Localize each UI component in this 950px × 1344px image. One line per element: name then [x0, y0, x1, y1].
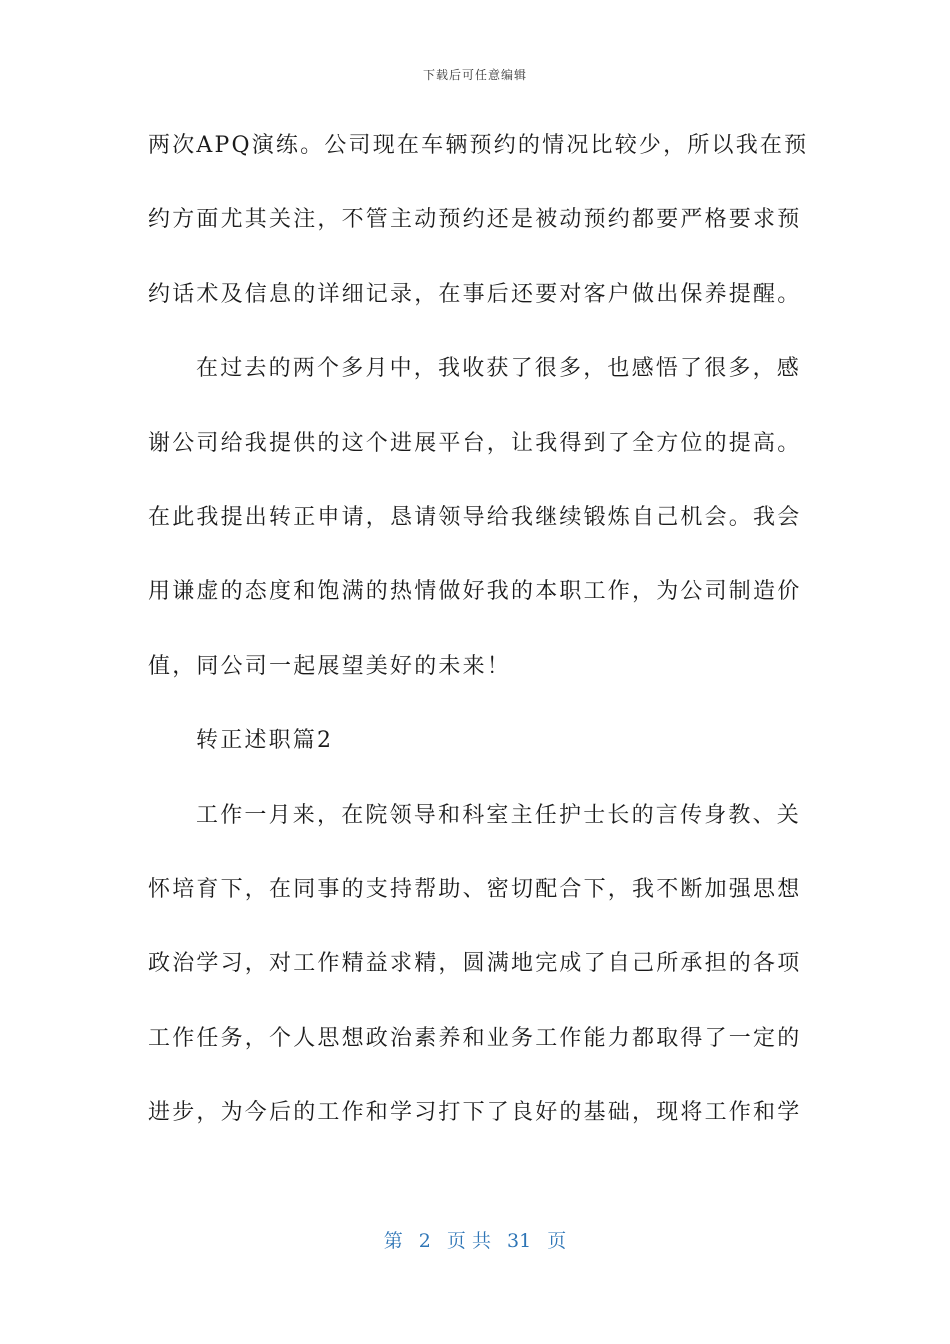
text-line: 谢公司给我提供的这个进展平台，让我得到了全方位的提高。: [148, 430, 802, 456]
page-footer: [0, 1226, 950, 1253]
text-line: 工作任务，个人思想政治素养和业务工作能力都取得了一定的: [148, 1025, 802, 1051]
text-line: 两次APQ演练。公司现在车辆预约的情况比较少，所以我在预: [148, 133, 809, 158]
text-line: 在此我提出转正申请，恳请领导给我继续锻炼自己机会。我会: [148, 504, 802, 530]
text-line: 进步，为今后的工作和学习打下了良好的基础，现将工作和学: [148, 1100, 802, 1126]
page-total: 31: [507, 1230, 532, 1252]
text-line: 政治学习，对工作精益求精，圆满地完成了自己所承担的各项: [148, 951, 802, 977]
footer-middle: 页 共: [446, 1230, 491, 1252]
text-line: 在过去的两个多月中，我收获了很多，也感悟了很多，感: [196, 356, 802, 382]
text-line: 约方面尤其关注，不管主动预约还是被动预约都要严格要求预: [148, 207, 802, 233]
text-line: 怀培育下，在同事的支持帮助、密切配合下，我不断加强思想: [148, 876, 802, 902]
document-body: [148, 128, 809, 1169]
section-heading: 转正述职篇2: [196, 728, 334, 754]
text-line: 值，同公司一起展望美好的未来！: [148, 653, 512, 679]
footer-prefix: 第: [383, 1230, 403, 1252]
header-note: 下载后可任意编辑: [422, 68, 527, 82]
footer-suffix: 页: [547, 1230, 567, 1252]
text-line: 约话术及信息的详细记录，在事后还要对客户做出保养提醒。: [148, 281, 802, 307]
page-number: 2: [418, 1230, 431, 1252]
text-line: 用谦虚的态度和饱满的热情做好我的本职工作，为公司制造价: [148, 579, 802, 605]
text-line: 工作一月来，在院领导和科室主任护士长的言传身教、关: [196, 802, 802, 828]
